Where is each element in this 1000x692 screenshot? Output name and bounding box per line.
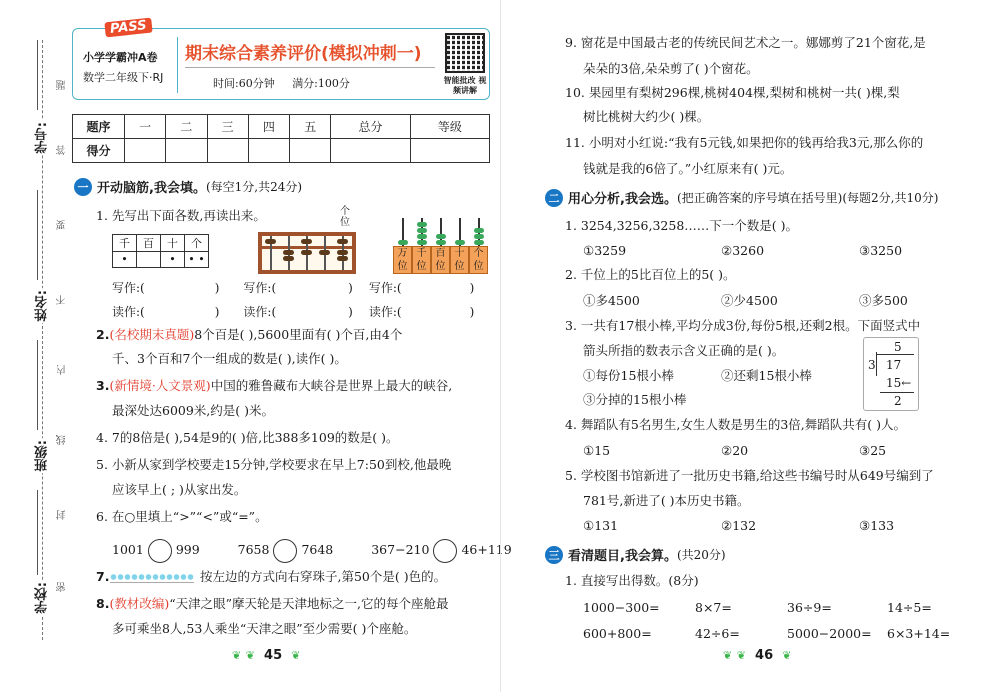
- option[interactable]: ①15: [583, 443, 611, 458]
- table-cell: 一: [125, 115, 166, 139]
- seal-word: 要: [57, 220, 68, 230]
- option[interactable]: ②还剩15根小棒: [721, 368, 812, 383]
- seal-word: 题: [57, 80, 68, 90]
- place-label: 百位: [431, 246, 450, 274]
- table-cell: 四: [248, 115, 289, 139]
- calc-item[interactable]: 1000−300=: [583, 600, 660, 615]
- score-input-cell[interactable]: [207, 139, 248, 163]
- table-cell: 个: [185, 235, 209, 252]
- question-3-cont: 最深处达6009米,约是( )米。: [112, 403, 275, 418]
- place-label: 十位: [450, 246, 469, 274]
- table-cell: •: [161, 252, 185, 268]
- place-value-chart: [112, 234, 209, 268]
- section-title: 开动脑筋,我会填。: [97, 181, 206, 196]
- abacus-picture: [258, 232, 356, 274]
- calc-item[interactable]: 14÷5=: [887, 600, 932, 615]
- section-number-badge: 一: [74, 178, 92, 196]
- sprout-icon: ❦: [245, 649, 255, 662]
- place-label: 千位: [412, 246, 431, 274]
- option[interactable]: ①3259: [583, 243, 627, 258]
- choice-question-5: 5. 学校图书馆新进了一批历史书籍,给这些书编号时从649号编到了: [565, 468, 934, 483]
- grade-label: 数学二年级下·RJ: [83, 71, 164, 84]
- calc-title: 1. 直接写出得数。(8分): [565, 573, 699, 588]
- compare-circle-input[interactable]: [433, 539, 457, 563]
- question-4: 4. 7的8倍是( ),54是9的( )倍,比388多109的数是( )。: [96, 430, 399, 445]
- table-cell: 等级: [410, 115, 489, 139]
- question-9-cont: 朵朵的3倍,朵朵剪了( )个窗花。: [583, 61, 759, 76]
- qr-code-icon[interactable]: [445, 33, 485, 73]
- table-cell: •: [113, 252, 137, 268]
- table-row: [113, 235, 209, 252]
- question-11: 11. 小明对小红说:“我有5元钱,如果把你的钱再给我3元,那么你的: [565, 135, 924, 150]
- question-5: 5. 小新从家到学校要走15分钟,学校要求在早上7:50到校,他最晚: [96, 457, 452, 472]
- option[interactable]: ②3260: [721, 243, 765, 258]
- question-9: 9. 窗花是中国最古老的传统民间艺术之一。娜娜剪了21个窗花,是: [565, 35, 926, 50]
- question-11-cont: 钱就是我的6倍了。”小红原来有( )元。: [583, 161, 793, 176]
- seal-word: 内: [57, 365, 68, 375]
- question-5-cont: 应该早上( ; )从家出发。: [112, 482, 247, 497]
- question-7-number: 7.: [96, 569, 110, 584]
- table-cell: 三: [207, 115, 248, 139]
- counter-bead: [398, 240, 408, 245]
- option[interactable]: ③分掉的15根小棒: [583, 392, 687, 407]
- choice-question-4: 4. 舞蹈队有5名男生,女生人数是男生的3倍,舞蹈队共有( )人。: [565, 417, 906, 432]
- choice-question-5-cont: 781号,新进了( )本历史书籍。: [583, 493, 750, 508]
- question-10: 10. 果园里有梨树296棵,桃树404棵,梨树和桃树一共( )棵,梨: [565, 85, 900, 100]
- sprout-icon: ❦: [782, 649, 792, 662]
- exam-title: 期末综合素养评价(模拟冲刺一): [185, 44, 422, 64]
- question-7: 按左边的方式向右穿珠子,第50个是( )色的。: [200, 569, 447, 584]
- calc-item[interactable]: 42÷6=: [695, 626, 740, 641]
- abacus-bead: [301, 239, 312, 244]
- section-number-badge: 二: [545, 189, 563, 207]
- abacus-bead: [283, 256, 294, 261]
- table-cell: 二: [166, 115, 207, 139]
- calc-item[interactable]: 5000−2000=: [787, 626, 872, 641]
- option[interactable]: ①131: [583, 518, 619, 533]
- qr-caption: 智能批改 视频讲解: [443, 75, 487, 95]
- seal-word: 封: [57, 510, 68, 520]
- class-field[interactable]: [37, 340, 38, 430]
- divider: [185, 67, 435, 68]
- question-2-cont: 千、3个百和7个一组成的数是( ),读作( )。: [112, 351, 347, 366]
- page-number: ❦ ❦ 45 ❦: [232, 648, 301, 663]
- abacus-bead: [337, 250, 348, 255]
- table-row: [73, 115, 490, 139]
- abacus-bead: [319, 250, 330, 255]
- school-label: 学校:: [35, 582, 50, 614]
- student-id-label: 学号:: [35, 122, 50, 154]
- option[interactable]: ②少4500: [721, 293, 778, 308]
- table-cell: [137, 252, 161, 268]
- option[interactable]: ③3250: [859, 243, 903, 258]
- sprout-icon: ❦: [291, 649, 301, 662]
- division-diagram: 5 3 17 15← 2: [863, 337, 919, 411]
- counter-bead: [417, 234, 427, 239]
- seal-word: 不: [57, 295, 68, 305]
- question-3: 3.(新情境·人文景观)中国的雅鲁藏布大峡谷是世界上最大的峡谷,: [96, 378, 453, 393]
- comparison-row: 1001 999 7658 7648 367−210 46+119: [112, 537, 512, 563]
- sprout-icon: ❦: [723, 649, 733, 662]
- calc-item[interactable]: 36÷9=: [787, 600, 832, 615]
- table-row: [113, 252, 209, 268]
- calc-item[interactable]: 6×3+14=: [887, 626, 951, 641]
- option[interactable]: ①每份15根小棒: [583, 368, 674, 383]
- option[interactable]: ③多500: [859, 293, 908, 308]
- counter-bead: [436, 234, 446, 239]
- place-label: 万位: [393, 246, 412, 274]
- counter-bead: [436, 240, 446, 245]
- exam-header: [72, 18, 490, 100]
- choice-question-2: 2. 千位上的5比百位上的5( )。: [565, 267, 736, 282]
- score-input-cell[interactable]: [331, 139, 410, 163]
- counter-bead: [417, 228, 427, 233]
- right-page: [500, 0, 1000, 692]
- table-cell: 总分: [331, 115, 410, 139]
- option[interactable]: ①多4500: [583, 293, 640, 308]
- page-number: ❦ ❦ 46 ❦: [723, 648, 792, 663]
- student-id-field[interactable]: [37, 40, 38, 110]
- sprout-icon: ❦: [736, 649, 746, 662]
- class-label: 班级:: [35, 440, 50, 472]
- section-title: 用心分析,我会选。: [568, 192, 677, 207]
- score-input-cell[interactable]: [166, 139, 207, 163]
- question-2: 2.(名校期末真题)8个百是( ),5600里面有( )个百,由4个: [96, 327, 403, 342]
- choice-question-3: 3. 一共有17根小棒,平均分成3份,每份5根,还剩2根。下面竖式中: [565, 318, 921, 333]
- calc-item[interactable]: 8×7=: [695, 600, 732, 615]
- section-title: 看清题目,我会算。: [568, 549, 677, 564]
- section-note: (把正确答案的序号填在括号里)(每题2分,共10分): [676, 191, 939, 205]
- place-label: 个位: [469, 246, 488, 274]
- table-cell: 百: [137, 235, 161, 252]
- full-score: 满分:100分: [292, 77, 350, 90]
- option[interactable]: ②132: [721, 518, 757, 533]
- table-row: [73, 139, 490, 163]
- question-6: 6. 在○里填上“>”“<”或“=”。: [96, 509, 268, 524]
- abacus-bead: [301, 250, 312, 255]
- binding-margin: [0, 40, 70, 680]
- section-header: [74, 177, 302, 196]
- read-answer-row[interactable]: 读作:( ) 读作:( ) 读作:( ): [112, 305, 475, 319]
- bead-string-picture: [110, 571, 194, 583]
- write-answer-row[interactable]: 写作:( ) 写作:( ) 写作:( ): [112, 281, 475, 295]
- section-header: [545, 188, 938, 207]
- choice-question-3-cont: 箭头所指的数表示含义正确的是( )。: [583, 343, 785, 358]
- option[interactable]: ③25: [859, 443, 887, 458]
- abacus-bead: [283, 250, 294, 255]
- option[interactable]: ③133: [859, 518, 895, 533]
- score-input-cell[interactable]: [248, 139, 289, 163]
- choice-question-1: 1. 3254,3256,3258……下一个数是( )。: [565, 218, 799, 233]
- counter-base: [393, 246, 488, 274]
- counter-bead: [417, 222, 427, 227]
- question-8-cont: 多可乘坐8人,53人乘坐“天津之眼”至少需要( )个座舱。: [112, 621, 417, 636]
- section-note: (共20分): [676, 548, 726, 562]
- option[interactable]: ②20: [721, 443, 749, 458]
- brand-logo: PASS: [104, 18, 152, 38]
- seal-word: 线: [57, 435, 68, 445]
- score-table: [72, 114, 490, 163]
- abacus-bead: [337, 239, 348, 244]
- question-1: 1. 先写出下面各数,再读出来。: [96, 208, 266, 223]
- score-input-cell[interactable]: [410, 139, 489, 163]
- compare-circle-input[interactable]: [273, 539, 297, 563]
- name-field[interactable]: [37, 190, 38, 280]
- school-field[interactable]: [37, 490, 38, 575]
- calc-item[interactable]: 600+800=: [583, 626, 652, 641]
- question-8: 8.(教材改编)“天津之眼”摩天轮是天津地标之一,它的每个座舱最: [96, 596, 449, 611]
- score-input-cell[interactable]: [290, 139, 331, 163]
- abacus-label: 个位: [340, 206, 350, 228]
- seal-word: 答: [57, 145, 68, 155]
- section-header: [545, 545, 726, 564]
- sprout-icon: ❦: [232, 649, 242, 662]
- table-cell: 十: [161, 235, 185, 252]
- question-10-cont: 树比桃树大约少( )棵。: [583, 109, 710, 124]
- table-cell: 千: [113, 235, 137, 252]
- counter-bead: [474, 234, 484, 239]
- counter-bead: [474, 240, 484, 245]
- counter-bead: [474, 228, 484, 233]
- exam-info: [213, 75, 350, 91]
- section-note: (每空1分,共24分): [205, 180, 303, 194]
- divider: [177, 37, 178, 93]
- series-name: 小学学霸冲A卷: [83, 51, 158, 64]
- table-cell: 题序: [73, 115, 125, 139]
- abacus-bead: [265, 239, 276, 244]
- abacus-bead: [337, 256, 348, 261]
- table-cell: 五: [290, 115, 331, 139]
- counter-bead: [417, 240, 427, 245]
- compare-circle-input[interactable]: [148, 539, 172, 563]
- score-input-cell[interactable]: [125, 139, 166, 163]
- seal-word: 密: [57, 582, 68, 592]
- counter-bead: [455, 240, 465, 245]
- name-label: 姓名:: [35, 290, 50, 322]
- table-cell: 得分: [73, 139, 125, 163]
- section-number-badge: 三: [545, 546, 563, 564]
- time-limit: 时间:60分钟: [213, 77, 275, 90]
- table-cell: • •: [185, 252, 209, 268]
